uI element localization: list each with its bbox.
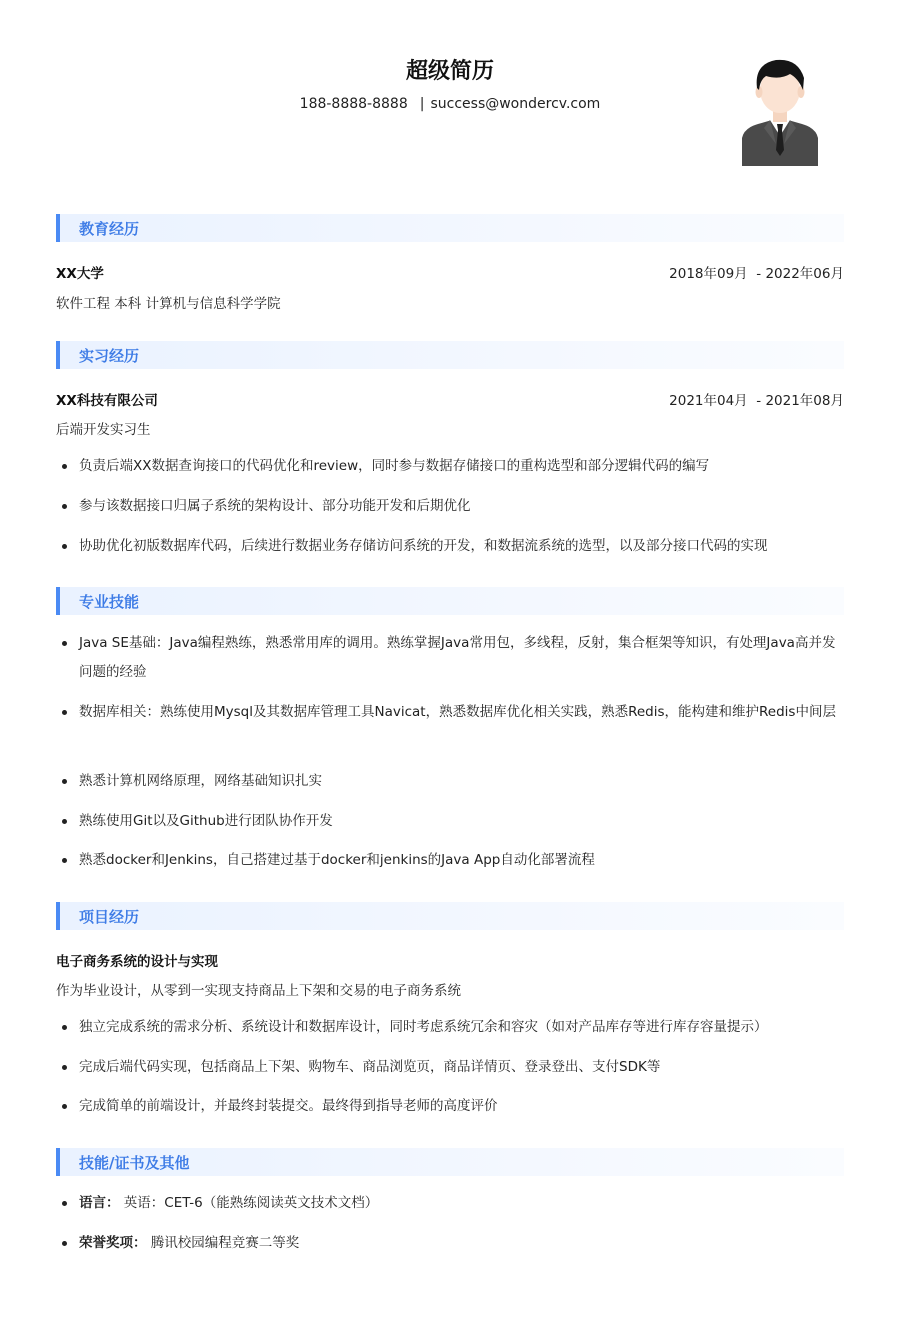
language-label: 语言：: [79, 1195, 120, 1211]
section-projects: [56, 902, 844, 930]
section-skills-title: 专业技能: [79, 593, 140, 611]
section-internship: [56, 341, 844, 369]
skills-bullet: [62, 846, 852, 875]
section-education: [56, 214, 844, 242]
internship-date-sep: -: [756, 393, 762, 409]
others-bullet-honor: [62, 1229, 852, 1258]
contact-separator: |: [419, 96, 425, 112]
section-others: [56, 1148, 844, 1176]
section-projects-title: 项目经历: [79, 908, 140, 926]
internship-bullet-text: 负责后端XX数据查询接口的代码优化和review，同时参与数据存储接口的重构选型和部分逻辑代码的编写: [79, 458, 710, 474]
resume-name: 超级简历: [405, 59, 494, 84]
skills-bullet-text: 熟练使用Git以及Github进行团队协作开发: [79, 813, 333, 829]
education-date: [669, 262, 844, 282]
internship-date-end: 2021年08月: [765, 393, 844, 409]
internship-date-start: 2021年04月: [669, 393, 748, 409]
internship-bullet: [62, 452, 852, 481]
internship-date: [669, 389, 844, 409]
project-bullet-text: 独立完成系统的需求分析、系统设计和数据库设计，同时考虑系统冗余和容灾（如对产品库存等进行库存容量提示）: [79, 1019, 768, 1035]
skills-bullet: [62, 767, 852, 796]
honor-label: 荣誉奖项：: [79, 1235, 147, 1251]
language-value: 英语：CET-6（能熟练阅读英文技术文档）: [123, 1195, 379, 1211]
project-bullet-text: 完成简单的前端设计，并最终封装提交。最终得到指导老师的高度评价: [79, 1098, 498, 1114]
project-bullet-text: 完成后端代码实现，包括商品上下架、购物车、商品浏览页，商品详情页、登录登出、支付SDK等: [79, 1059, 661, 1075]
section-education-title: 教育经历: [79, 220, 140, 238]
phone-number: 188-8888-8888: [299, 96, 408, 112]
internship-company: XX科技有限公司: [56, 393, 158, 409]
project-bullet: [62, 1013, 852, 1042]
section-others-title: 技能/证书及其他: [79, 1154, 190, 1172]
education-date-start: 2018年09月: [669, 266, 748, 282]
internship-bullet: [62, 492, 852, 521]
skills-bullet-text: 熟悉计算机网络原理，网络基础知识扎实: [79, 773, 322, 789]
others-bullet-language: [62, 1189, 852, 1218]
skills-bullet: [62, 698, 837, 727]
person-avatar-icon: [740, 58, 820, 166]
internship-bullet-text: 参与该数据接口归属子系统的架构设计、部分功能开发和后期优化: [79, 498, 471, 514]
skills-bullet-text: Java SE基础：Java编程熟练，熟悉常用库的调用。熟练掌握Java常用包，多线程，反射，集合框架等知识，有处理Java高并发问题的经验: [79, 635, 836, 680]
education-school: XX大学: [56, 266, 104, 282]
section-internship-title: 实习经历: [79, 347, 140, 365]
project-bullet: [62, 1053, 852, 1082]
project-desc: 作为毕业设计，从零到一实现支持商品上下架和交易的电子商务系统: [56, 983, 461, 999]
education-date-end: 2022年06月: [765, 266, 844, 282]
skills-bullet-text: 熟悉docker和Jenkins，自己搭建过基于docker和jenkins的Java App自动化部署流程: [79, 852, 595, 868]
internship-role: 后端开发实习生: [56, 422, 151, 438]
email-address: success@wondercv.com: [430, 96, 601, 112]
internship-bullet: [62, 532, 852, 561]
project-bullet: [62, 1092, 852, 1121]
internship-bullet-text: 协助优化初版数据库代码，后续进行数据业务存储访问系统的开发，和数据流系统的选型，以及部分接口代码的实现: [79, 538, 768, 554]
resume-header: [0, 0, 900, 190]
education-date-sep: -: [756, 266, 762, 282]
section-skills: [56, 587, 844, 615]
skills-bullet: [62, 629, 847, 687]
skills-bullet-text: 数据库相关：熟练使用Mysql及其数据库管理工具Navicat，熟悉数据库优化相关实践，熟悉Redis，能构建和维护Redis中间层: [79, 704, 836, 720]
project-name: 电子商务系统的设计与实现: [56, 954, 218, 970]
skills-bullet: [62, 807, 852, 836]
education-detail: 软件工程 本科 计算机与信息科学学院: [56, 296, 281, 312]
honor-value: 腾讯校园编程竞赛二等奖: [150, 1235, 300, 1251]
